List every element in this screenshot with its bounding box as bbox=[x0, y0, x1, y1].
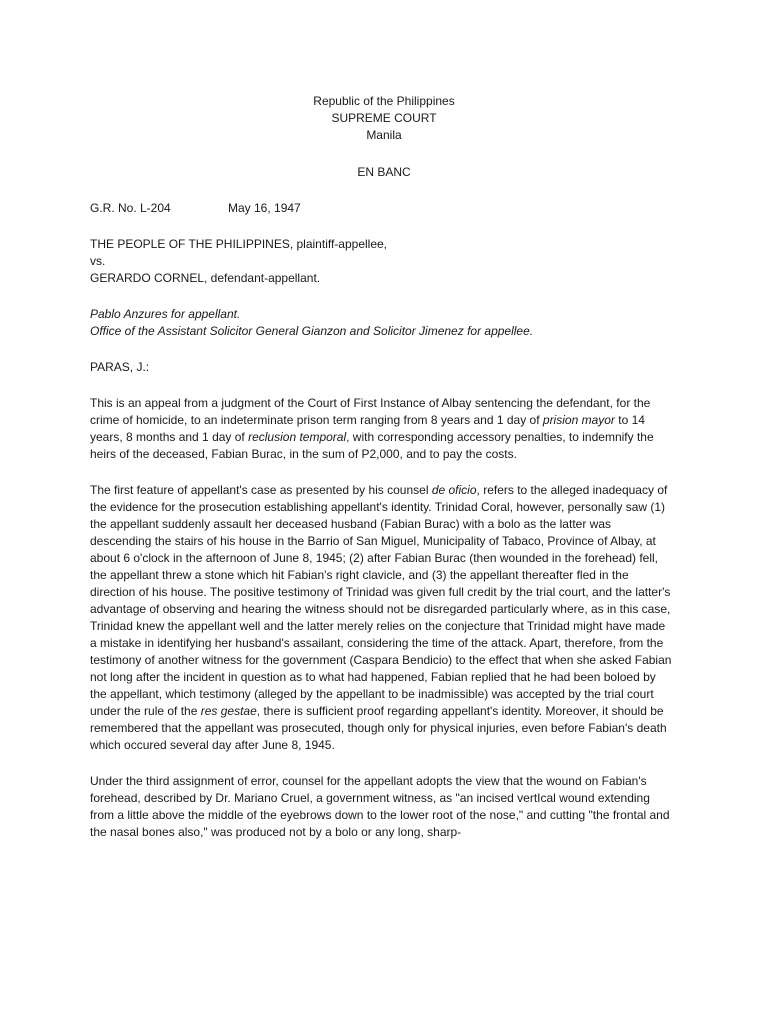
paragraph-1-text-c: to 14 years, 8 months and 1 day of bbox=[90, 413, 645, 444]
versus-line: vs. bbox=[90, 254, 106, 268]
case-number-line bbox=[90, 200, 690, 217]
court-city: Manila bbox=[366, 128, 402, 142]
paragraph-2-italic-de-oficio: de oficio bbox=[431, 483, 477, 497]
court-header bbox=[90, 93, 678, 144]
case-caption bbox=[90, 236, 690, 287]
case-date: May 16, 1947 bbox=[228, 201, 301, 215]
paragraph-2-italic-res-gestae: res gestae bbox=[200, 704, 257, 718]
paragraph-2-text-c: , refers to the alleged inadequacy of the evidence for the prosecution establishing appellant's identity. Trinidad Coral, however, personally saw (1) the appellant suddenly assault her deceased husband (Fabian Burac) with a bolo as the latter was descending the stairs of his house in the Barrio of San Miguel, Municipality of Tabaco, Province of Albay, at about 6 o'clock in the afternoon of June 8, 1945; (2) after Fabian Burac (then wounded in the forehead) fell, the appellant threw a stone which hit Fabian's right clavicle, and (3) the appellant thereafter fled in the direction of his house. The positive testimony of Trinidad was given full credit by the trial court, and the latter's advantage of observing and hearing the witness should not be disregarded particularly where, as in this case, Trinidad knew the appellant well and the latter merely relies on the conjecture that Trinidad might have made a mistake in identifying her husband's assailant, considering the time of the attack. Apart, therefore, from the testimony of another witness for the government (Caspara Bendicio) to the effect that when she asked Fabian not long after the incident in question as to what had happened, Fabian replied that he had been boloed by the appellant, which testimony (alleged by the appellant to be inadmissible) was accepted by the trial court under the rule of the bbox=[90, 483, 672, 718]
court-name: SUPREME COURT bbox=[331, 111, 437, 125]
paragraph-2-text-a: The first feature of appellant's case as presented by his counsel bbox=[90, 483, 432, 497]
paragraph-1-text-e: , with corresponding accessory penalties, to indemnify the heirs of the deceased, Fabian Burac, in the sum of P2,000, and to pay the costs. bbox=[90, 430, 654, 461]
counsel-block bbox=[90, 306, 690, 340]
case-number: G.R. No. L-204 bbox=[90, 201, 171, 215]
paragraph-1 bbox=[90, 395, 675, 463]
defendant-line: GERARDO CORNEL, defendant-appellant. bbox=[90, 271, 321, 285]
paragraph-3-text-a: Under the third assignment of error, counsel for the appellant adopts the view that the wound on Fabian's forehead, described by Dr. Mariano Cruel, a government witness, as "an incised vertIcal wound extending from a little above the middle of the eyebrows down to the lower root of the nose," and cutting "the frontal and the nasal bones also," was produced not by a bolo or any long, sharp- bbox=[90, 774, 670, 839]
counsel-appellee: Office of the Assistant Solicitor General Gianzon and Solicitor Jimenez for appellee. bbox=[90, 324, 534, 338]
counsel-appellant: Pablo Anzures for appellant. bbox=[90, 307, 241, 321]
document-page bbox=[90, 93, 690, 841]
paragraph-1-italic-reclusion-temporal: reclusion temporal bbox=[248, 430, 347, 444]
republic-line: Republic of the Philippines bbox=[313, 94, 455, 108]
paragraph-2-text-e: , there is sufficient proof regarding appellant's identity. Moreover, it should be remembered that the appellant was prosecuted, though only for physical injuries, even before Fabian's death which occured several day after June 8, 1945. bbox=[90, 704, 667, 752]
division-label: EN BANC bbox=[357, 165, 411, 179]
paragraph-1-italic-prision-mayor: prision mayor bbox=[542, 413, 615, 427]
paragraph-3 bbox=[90, 773, 675, 841]
paragraph-2 bbox=[90, 482, 675, 754]
paragraph-1-text-a: This is an appeal from a judgment of the Court of First Instance of Albay sentencing the defendant, for the crime of homicide, to an indeterminate prison term ranging from 8 years and 1 day of bbox=[90, 396, 651, 427]
plaintiff-line: THE PEOPLE OF THE PHILIPPINES, plaintiff-appellee, bbox=[90, 237, 388, 251]
ponente: PARAS, J.: bbox=[90, 360, 150, 374]
